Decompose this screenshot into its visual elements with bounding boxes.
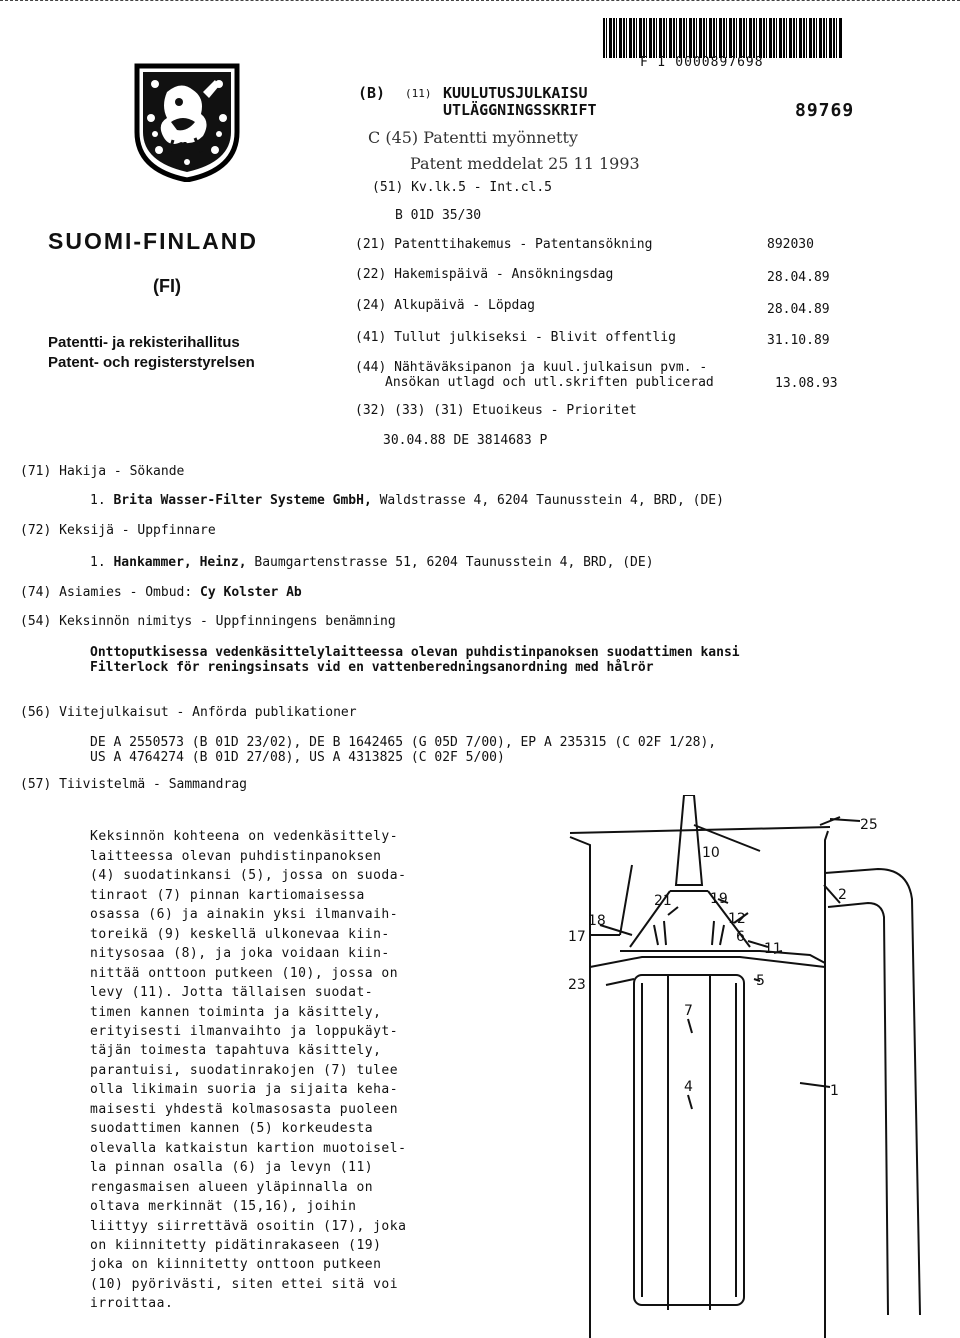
cone-tip xyxy=(676,795,702,885)
figure-label: 4 xyxy=(684,1079,693,1095)
abstract-line: oltava merkinnät (15,16), joihin xyxy=(90,1199,357,1215)
agent-row: (74) Asiamies - Ombud: Cy Kolster Ab xyxy=(20,585,302,600)
barcode-number: F I 0000897698 xyxy=(640,55,764,70)
field-21-label: (21) Patenttihakemus - Patentansökning xyxy=(355,237,653,252)
abstract-label: (57) Tiivistelmä - Sammandrag xyxy=(20,777,247,792)
classification-label: (51) Kv.lk.5 - Int.cl.5 xyxy=(372,180,553,195)
classification-code: B 01D 35/30 xyxy=(395,208,482,223)
abstract-line: rengasmaisen alueen yläpinnalla on xyxy=(90,1179,374,1195)
figure-label: 1 xyxy=(830,1083,839,1099)
abstract-line: joka on kiinnitetty onttoon putkeen xyxy=(90,1257,382,1273)
abstract-line: nitysosaa (8), ja joka voidaan kiin- xyxy=(90,946,390,962)
abstract-line: maisesti yhdestä kolmasosasta puoleen xyxy=(90,1101,399,1117)
figure-label: 2 xyxy=(838,887,847,903)
figure-label: 17 xyxy=(568,929,586,945)
abstract-line: on kiinnitetty pidätinrakaseen (19) xyxy=(90,1237,382,1253)
figure-label: 10 xyxy=(702,845,720,861)
figure-label: 25 xyxy=(860,817,878,833)
abstract-line: la pinnan osalla (6) ja levyn (11) xyxy=(90,1160,374,1176)
references-line2: US A 4764274 (B 01D 27/08), US A 4313825 (C 02F 5/00) xyxy=(90,750,505,765)
abstract-line: täjän toimesta tapahtuva käsittely, xyxy=(90,1043,382,1059)
country-name: SUOMI-FINLAND xyxy=(48,228,258,254)
document-title-fi: KUULUTUSJULKAISU xyxy=(443,84,588,102)
inid-11: (11) xyxy=(405,87,432,100)
field-22-label: (22) Hakemispäivä - Ansökningsdag xyxy=(355,267,614,282)
jug-right-wall xyxy=(825,831,828,1338)
applicant-label: (71) Hakija - Sökande xyxy=(20,464,185,479)
jug-lip xyxy=(820,817,840,825)
coat-of-arms-icon xyxy=(133,62,241,182)
figure-label: 11 xyxy=(764,941,782,957)
title-sv: Filterlock för reningsinsats vid en vattenberedningsanordning med hålrör xyxy=(90,660,654,675)
abstract-line: olla likimain suoria ja sijaita keha- xyxy=(90,1082,399,1098)
jug-left-wall xyxy=(570,837,590,1338)
abstract-line: osassa (6) ja ainakin yksi ilmanvaih- xyxy=(90,907,399,923)
references-line1: DE A 2550573 (B 01D 23/02), DE B 1642465 (G 05D 7/00), EP A 235315 (C 02F 1/28), xyxy=(90,735,717,750)
office-name-fi: Patentti- ja rekisterihallitus xyxy=(48,334,240,351)
kind-code: (B) xyxy=(358,84,386,102)
abstract-line: (10) pyörivästi, siten ettei sitä voi xyxy=(90,1276,399,1292)
abstract-line: erityisesti ilmanvaihto ja loppukäyt- xyxy=(90,1023,399,1039)
figure-label: 12 xyxy=(728,911,746,927)
priority-value: 30.04.88 DE 3814683 P xyxy=(383,433,548,448)
field-24-value: 28.04.89 xyxy=(767,302,830,317)
abstract-line: irroittaa. xyxy=(90,1296,174,1312)
figure-label: 18 xyxy=(588,913,606,929)
abstract-line: laitteessa olevan puhdistinpanoksen xyxy=(90,848,382,864)
field-44-label-sv: Ansökan utlagd och utl.skriften publicerad xyxy=(385,375,714,390)
field-41-label: (41) Tullut julkiseksi - Blivit offentlig xyxy=(355,330,676,345)
jug-handle-outer xyxy=(825,869,920,1315)
field-44-label: (44) Nähtäväksipanon ja kuul.julkaisun pvm. - xyxy=(355,360,708,375)
applicant-value: 1. Brita Wasser-Filter Systeme GmbH, Waldstrasse 4, 6204 Taunusstein 4, BRD, (DE) xyxy=(90,493,724,508)
abstract-line: nittää onttoon putkeen (10), jossa on xyxy=(90,965,399,981)
patent-drawing xyxy=(560,795,955,1338)
abstract-text xyxy=(90,808,406,1333)
figure-label: 7 xyxy=(684,1003,693,1019)
abstract-line: tinraot (7) pinnan kartiomaisessa xyxy=(90,887,365,903)
figure-label: 19 xyxy=(710,891,728,907)
abstract-line: Keksinnön kohteena on vedenkäsittely- xyxy=(90,829,399,845)
abstract-line: liittyy siirrettävä osoitin (17), joka xyxy=(90,1218,407,1234)
abstract-line: toreikä (9) keskellä ulkonevaa kiin- xyxy=(90,926,390,942)
field-44-value: 13.08.93 xyxy=(775,376,838,391)
grant-stamp-line2: Patent meddelat 25 11 1993 xyxy=(410,154,640,173)
field-22-value: 28.04.89 xyxy=(767,270,830,285)
figure-label: 6 xyxy=(736,929,745,945)
barcode xyxy=(603,18,843,58)
abstract-line: suodattimen kannen (5) korkeudesta xyxy=(90,1121,374,1137)
inventor-label: (72) Keksijä - Uppfinnare xyxy=(20,523,216,538)
abstract-line: levy (11). Jotta tällaisen suodat- xyxy=(90,985,374,1001)
priority-label: (32) (33) (31) Etuoikeus - Prioritet xyxy=(355,403,637,418)
abstract-line: (4) suodatinkansi (5), jossa on suoda- xyxy=(90,868,407,884)
figure-label: 5 xyxy=(756,973,765,989)
field-24-label: (24) Alkupäivä - Löpdag xyxy=(355,298,536,313)
inventor-value: 1. Hankammer, Heinz, Baumgartenstrasse 51, 6204 Taunusstein 4, BRD, (DE) xyxy=(90,555,654,570)
figure-label: 21 xyxy=(654,893,672,909)
title-label: (54) Keksinnön nimitys - Uppfinningens benämning xyxy=(20,614,396,629)
jug-handle-inner xyxy=(828,903,888,1315)
title-fi: Onttoputkisessa vedenkäsittelylaitteessa olevan puhdistinpanoksen suodattimen kansi xyxy=(90,645,740,660)
field-41-value: 31.10.89 xyxy=(767,333,830,348)
reservoir-left-edge xyxy=(620,865,632,935)
field-21-value: 892030 xyxy=(767,237,814,252)
grant-stamp-line1: C (45) Patentti myönnetty xyxy=(368,128,578,147)
abstract-line: olevalla katkaistun kartion muotoisel- xyxy=(90,1140,407,1156)
country-code: (FI) xyxy=(153,276,181,296)
abstract-line: timen kannen toiminta ja käsittely, xyxy=(90,1004,382,1020)
document-number: 89769 xyxy=(795,100,855,121)
top-border-rule xyxy=(0,0,960,6)
office-name-sv: Patent- och registerstyrelsen xyxy=(48,354,255,371)
plate xyxy=(590,957,825,967)
references-label: (56) Viitejulkaisut - Anförda publikationer xyxy=(20,705,357,720)
document-title-sv: UTLÄGGNINGSSKRIFT xyxy=(443,101,597,119)
figure-label: 23 xyxy=(568,977,586,993)
abstract-line: parantuisi, suodatinrakojen (7) tulee xyxy=(90,1062,399,1078)
